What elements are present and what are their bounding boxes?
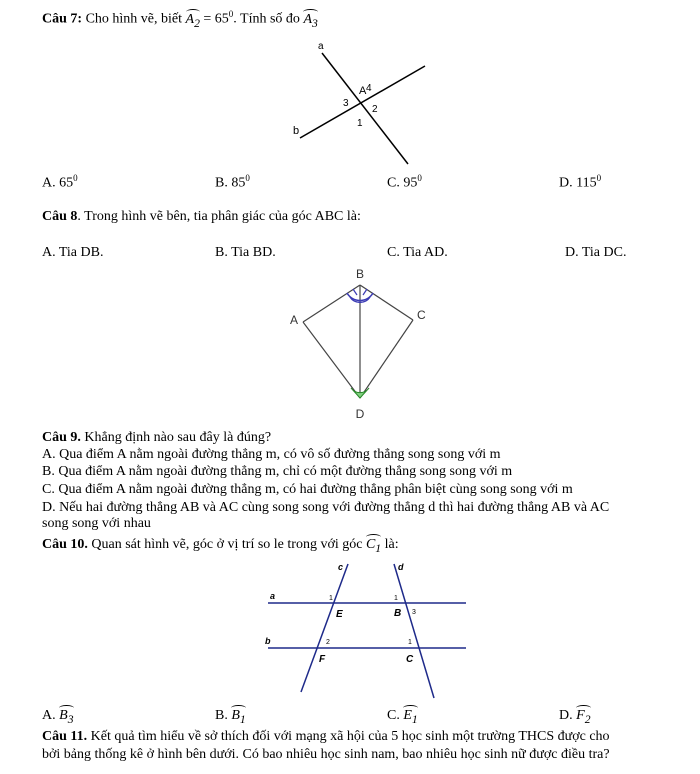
label-angle-1: 1	[357, 118, 363, 129]
q9-option-a[interactable]: A. Qua điểm A nằm ngoài đường thẳng m, có vô số đường thẳng song song với m	[42, 447, 501, 462]
q7-option-c[interactable]: C. $95^0$	[387, 173, 422, 191]
line-a	[322, 53, 408, 164]
angle-a2: $A_2$	[185, 11, 200, 30]
q7-option-d[interactable]: D. $115^0$	[559, 173, 602, 191]
label-angle-3: 3	[343, 98, 349, 109]
tick-mark-right	[363, 289, 367, 295]
q8-option-d[interactable]: D. Tia DC.	[565, 245, 627, 260]
q9-option-d-line1: D. Nếu hai đường thẳng AB và AC cùng song song với đường thẳng d thì hai đường thẳng AB và AC	[42, 500, 610, 515]
q8-option-a[interactable]: A. Tia DB.	[42, 245, 104, 260]
label-line-a: a	[270, 591, 276, 601]
label-c1: 1	[408, 639, 412, 646]
q10-text-end: là:	[381, 537, 399, 552]
label-line-c: c	[338, 562, 344, 572]
label-f2: 2	[326, 639, 330, 646]
q8-option-b[interactable]: B. Tia BD.	[215, 245, 276, 260]
q11-question-line2: bởi bảng thống kê ở hình bên dưới. Có bao nhiêu học sinh nam, bao nhiêu học sinh nữ được điều tra?	[42, 747, 610, 762]
q8-option-c[interactable]: C. Tia AD.	[387, 245, 448, 260]
q9-option-b[interactable]: B. Qua điểm A nằm ngoài đường thẳng m, chỉ có một đường thẳng song song với m	[42, 464, 513, 479]
label-vertex-a: A	[359, 85, 367, 97]
angle-a3: $A_3$	[303, 11, 318, 30]
q11-question-line1	[42, 729, 610, 745]
label-point-b: B	[355, 267, 365, 281]
q9-question	[42, 430, 271, 446]
label-point-e: E	[336, 609, 343, 620]
label-b1: 1	[394, 595, 398, 602]
segment-ad	[303, 322, 360, 398]
tick-mark-left	[353, 289, 357, 295]
segment-ab	[303, 285, 360, 322]
q7-degree: 0	[228, 9, 234, 19]
q10-option-a[interactable]: A. $B_3$	[42, 708, 74, 726]
q7-figure	[280, 38, 430, 166]
q8-question	[42, 209, 361, 225]
q10-option-d[interactable]: D. $F_2$	[559, 708, 591, 726]
label-point-c: C	[417, 308, 426, 322]
line-c	[301, 564, 348, 692]
q10-option-b[interactable]: B. $B_1$	[215, 708, 246, 726]
label-line-b: b	[293, 125, 300, 137]
q8-figure	[280, 262, 430, 424]
label-point-f: F	[319, 654, 326, 665]
q10-figure	[258, 558, 468, 703]
q9-option-d[interactable]	[42, 500, 609, 532]
q9-number: Câu 9.	[42, 430, 81, 445]
label-point-c: C	[406, 654, 414, 665]
q7-number: Câu 7:	[42, 11, 83, 27]
q7-question	[42, 9, 318, 29]
label-angle-4: 4	[366, 83, 372, 94]
q7-option-b[interactable]: B. $85^0$	[215, 173, 250, 191]
q10-question	[42, 537, 399, 555]
q7-text-c: . Tính số đo	[233, 11, 304, 27]
q11-text-1: Kết quả tìm hiểu về sở thích đối với mạng xã hội của 5 học sinh một trường THCS được cho	[87, 729, 610, 744]
q8-number: Câu 8	[42, 209, 78, 224]
q9-text: Khẳng định nào sau đây là đúng?	[80, 430, 272, 445]
q9-option-d-line2: song song với nhau	[42, 516, 151, 531]
q10-text: Quan sát hình vẽ, góc ở vị trí so le trong với góc	[87, 537, 366, 552]
q10-number: Câu 10.	[42, 537, 88, 552]
label-b3: 3	[412, 609, 416, 616]
label-angle-2: 2	[372, 104, 378, 115]
segment-cd	[360, 320, 413, 398]
q7-option-a[interactable]: A. $65^0$	[42, 173, 78, 191]
label-e1: 1	[329, 595, 333, 602]
q11-number: Câu 11.	[42, 729, 88, 744]
label-line-d: d	[398, 562, 404, 572]
q10-option-c[interactable]: C. $E_1$	[387, 708, 418, 726]
line-d	[394, 564, 434, 698]
segment-bc	[360, 285, 413, 320]
q7-text-a: Cho hình vẽ, biết	[85, 11, 186, 27]
q8-text: . Trong hình vẽ bên, tia phân giác của góc ABC là:	[77, 209, 361, 224]
q9-option-c[interactable]: C. Qua điểm A nằm ngoài đường thẳng m, có hai đường thẳng phân biệt cùng song song với m	[42, 482, 573, 497]
label-line-a: a	[318, 41, 324, 52]
label-line-b: b	[265, 636, 271, 646]
label-point-b: B	[394, 608, 402, 619]
q7-text-b: = 65	[199, 11, 229, 27]
angle-c1: $C_1$	[365, 537, 382, 555]
label-point-a: A	[290, 313, 299, 327]
label-point-d: D	[355, 407, 365, 421]
